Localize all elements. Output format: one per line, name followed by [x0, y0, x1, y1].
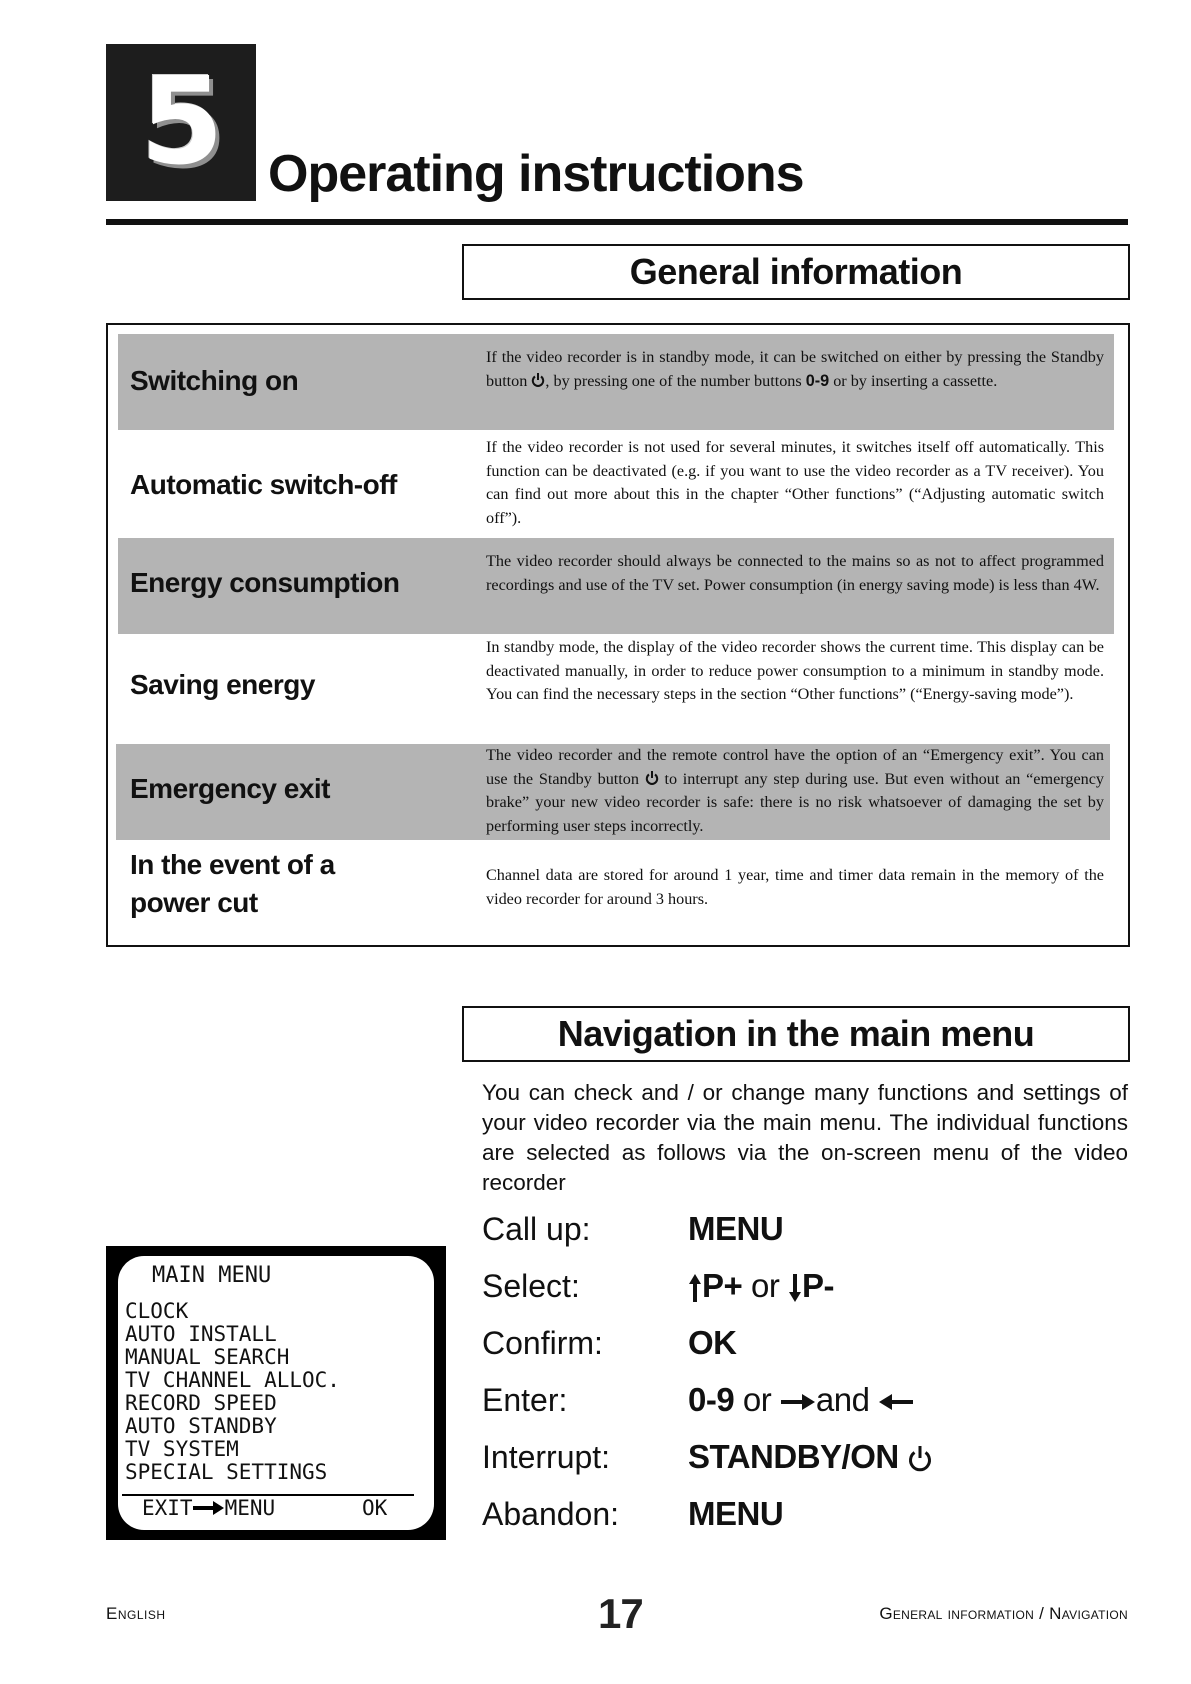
chapter-divider [106, 219, 1128, 225]
row-label: Energy consumption [130, 567, 400, 598]
row-label: Saving energy [130, 669, 315, 700]
row-label: Emergency exit [130, 773, 330, 804]
chapter-title: Operating instructions [268, 145, 804, 203]
tv-menu-item: AUTO INSTALL [125, 1322, 277, 1346]
tv-menu-ok-hint: OK [362, 1496, 388, 1520]
tv-menu-item: CLOCK [125, 1299, 189, 1323]
row-text: If the video recorder is not used for several minutes, it switches itself off automatically. This function can be deactivated (e.g. if you want to use the video recorder as a TV receiver). You can find out more about this in the chapter “Other functions” (“Adjusting automatic switch off”). [486, 438, 1104, 527]
step-value-interrupt: STANDBY/ON [688, 1440, 933, 1474]
tv-menu-item: TV SYSTEM [125, 1437, 239, 1461]
row-text: In standby mode, the display of the video recorder shows the current time. This display can be deactivated manually, in order to reduce power consumption to a minimum in standby mode. You can find the necessary steps in the section “Other functions” (“Energy-saving mode”). [486, 638, 1104, 703]
table-row-switching-on [118, 334, 1114, 430]
arrow-right-icon [193, 1501, 225, 1515]
tv-menu-title: MAIN MENU [152, 1263, 272, 1288]
step-value-confirm: OK [688, 1324, 737, 1361]
step-value-enter: 0-9 or and [688, 1383, 914, 1416]
chapter-number: 5 [140, 52, 222, 192]
tv-menu-item: RECORD SPEED [125, 1391, 277, 1415]
step-label-select: Select: [482, 1268, 580, 1304]
table-row-emergency-exit [116, 744, 1110, 840]
general-information-heading: General information [462, 244, 1130, 300]
step-value-abandon: MENU [688, 1495, 784, 1532]
row-label: Switching on [130, 365, 299, 396]
navigation-paragraph: You can check and / or change many functions and settings of your video recorder via the main menu. The individual functions are selected as follows via the on-screen menu of the video recorder [482, 1080, 1128, 1195]
step-label-interrupt: Interrupt: [482, 1439, 611, 1475]
arrow-up-icon [688, 1273, 702, 1303]
arrow-right-icon [780, 1393, 816, 1411]
step-label-confirm: Confirm: [482, 1325, 603, 1361]
table-row-energy-consumption [118, 538, 1114, 634]
tv-menu-item: MANUAL SEARCH [125, 1345, 290, 1369]
row-text: The video recorder and the remote control have the option of an “Emergency exit”. You can use the Standby button to interrupt any step during use. But even without an “emergency brake” your new video recorder is safe: there is no risk whatsoever of damaging the set by performing user steps incorrectly. [486, 746, 1104, 835]
tv-menu-list [125, 1300, 340, 1484]
row-label: In the event of a power cut [130, 849, 335, 918]
table-row-saving-energy [118, 636, 1114, 740]
row-text: Channel data are stored for around 1 year, time and timer data remain in the memory of the video recorder for around 3 hours. [486, 866, 1104, 908]
power-icon [531, 372, 545, 388]
tv-menu-item: AUTO STANDBY [125, 1414, 277, 1438]
row-text: The video recorder should always be connected to the mains so as not to affect programmed recordings and use of the TV set. Power consumption (in energy saving mode) is less than 4W. [486, 552, 1104, 594]
chapter-number-box [106, 44, 256, 201]
arrow-down-icon [788, 1273, 802, 1303]
row-label: Automatic switch-off [130, 469, 397, 500]
arrow-left-icon [878, 1393, 914, 1411]
power-icon [645, 770, 659, 786]
row-text: If the video recorder is in standby mode, it can be switched on either by pressing the Standby button , by pressing one of the number buttons 0-9 or by inserting a cassette. [486, 348, 1104, 390]
step-label-call-up: Call up: [482, 1211, 591, 1247]
tv-menu-exit-hint: EXIT MENU [142, 1496, 276, 1520]
step-label-enter: Enter: [482, 1382, 568, 1418]
power-icon [907, 1444, 933, 1474]
table-row-power-cut [118, 842, 1114, 938]
page-number: 17 [598, 1590, 643, 1637]
tv-menu-item: TV CHANNEL ALLOC. [125, 1368, 340, 1392]
step-value-select: P+ or P- [688, 1269, 834, 1303]
footer-section: General information / Navigation [879, 1604, 1128, 1623]
navigation-heading: Navigation in the main menu [462, 1006, 1130, 1062]
footer-language: English [106, 1604, 166, 1623]
step-value-call-up: MENU [688, 1210, 784, 1247]
step-label-abandon: Abandon: [482, 1496, 620, 1532]
table-row-automatic-switch-off [118, 432, 1114, 536]
tv-menu-item: SPECIAL SETTINGS [125, 1460, 328, 1484]
